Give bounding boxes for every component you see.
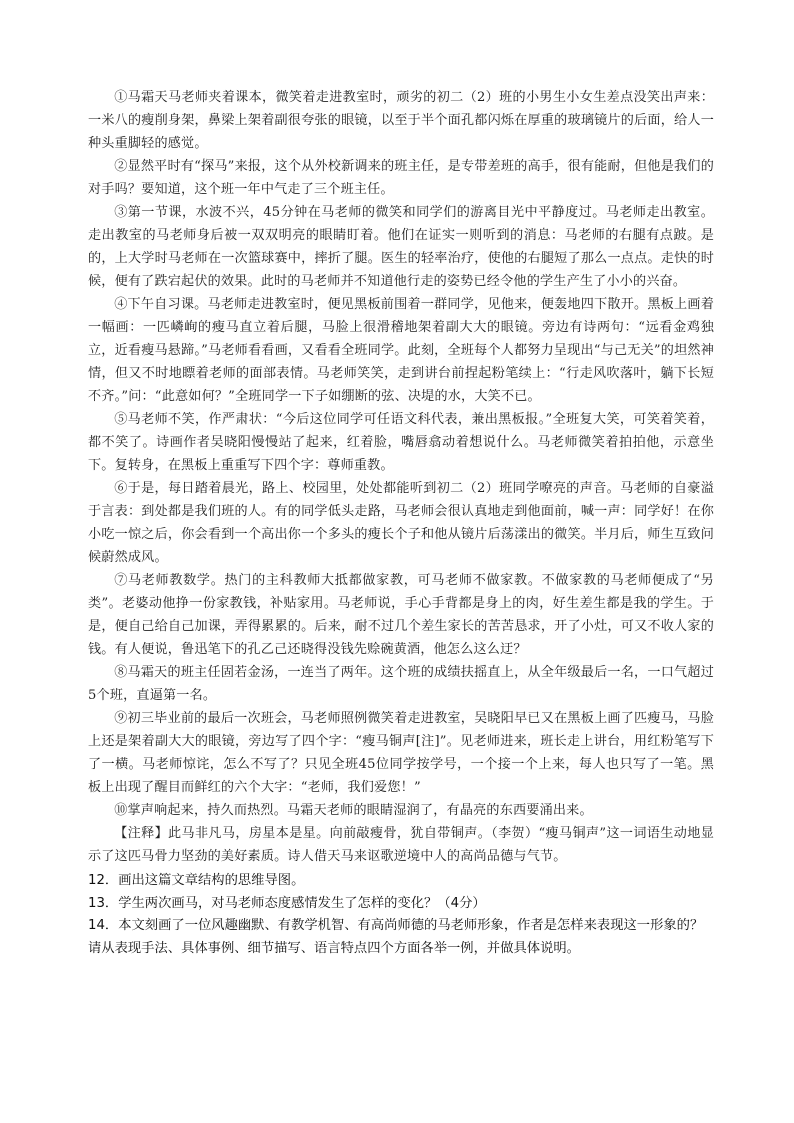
annotation-note: 【注释】此马非凡马，房星本是星。向前敲瘦骨，犹自带铜声。（李贺）“瘦马铜声”这一词语生动地显示了这匹马骨力坚劲的美好素质。诗人借天马来讴歌逆境中人的高尚品德与气节。: [88, 826, 714, 864]
question-13: 13．学生两次画马，对马老师态度感情发生了怎样的变化？（4分）: [88, 895, 486, 911]
paragraph-8: ⑧马霜天的班主任固若金汤，一连当了两年。这个班的成绩扶摇直上，从全年级最后一名，一口气超过5个班，直逼第一名。: [88, 665, 714, 703]
paragraph-4: ④下午自习课。马老师走进教室时，便见黑板前围着一群同学，见他来，便轰地四下散开。黑板上画着一幅画：一匹嶙峋的瘦马直立着后腿，马脸上很滑稽地架着副大大的眼镜。旁边有诗两句：“远看金鸡独立，近看瘦马悬蹄。”马老师看看画，又看看全班同学。此刻，全班每个人都努力呈现出“与己无关”的坦然神情，但又不时地瞟着老师的面部表情。马老师笑笑，走到讲台前捏起粉笔续上：“行走风吹落叶，躺下长短不齐。”问：“此意如何？”全班同学一下子如绷断的弦、决堤的水，大笑不已。: [88, 297, 714, 404]
paragraph-6: ⑥于是，每日踏着晨光，路上、校园里，处处都能听到初二（2）班同学嘹亮的声音。马老师的自豪溢于言表：到处都是我们班的人。有的同学低头走路，马老师会很认真地走到他面前，喊一声：同学好！在你小吃一惊之后，你会看到一个高出你一个多头的瘦长个子和他从镜片后荡漾出的微笑。半月后，师生互致问候蔚然成风。: [88, 481, 714, 565]
paragraph-5: ⑤马老师不笑，作严肃状：“今后这位同学可任语文科代表，兼出黑板报。”全班复大笑，可笑着笑着，都不笑了。诗画作者吴晓阳慢慢站了起来，红着脸，嘴唇翕动着想说什么。马老师微笑着拍拍他，示意坐下。复转身，在黑板上重重写下四个字：尊师重教。: [88, 412, 714, 473]
paragraph-3: ③第一节课，水波不兴，45分钟在马老师的微笑和同学们的游离目光中平静度过。马老师走出教室。走出教室的马老师身后被一双双明亮的眼睛盯着。他们在证实一则听到的消息：马老师的右腿有点跛。是的，上大学时马老师在一次篮球赛中，摔折了腿。医生的轻率治疗，使他的右腿短了那么一点点。走快的时候，便有了跌宕起伏的效果。此时的马老师并不知道他行走的姿势已经令他的学生产生了小小的兴奋。: [88, 205, 714, 289]
paragraph-9: ⑨初三毕业前的最后一次班会，马老师照例微笑着走进教室，吴晓阳早已又在黑板上画了匹瘦马，马脸上还是架着副大大的眼镜，旁边写了四个字：“瘦马铜声[注]”。见老师进来，班长走上讲台，用红粉笔写下了一横。马老师惊诧，怎么不写了？只见全班45位同学按学号，一个接一个上来，每人也只写了一笔。黑板上出现了醒目而鲜红的六个大字：“老师，我们爱您！”: [88, 711, 714, 795]
paragraph-7: ⑦马老师教数学。热门的主科教师大抵都做家教，可马老师不做家教。不做家教的马老师便成了“另类”。老婆动他挣一份家教钱，补贴家用。马老师说，手心手背都是身上的肉，好生差生都是我的学生。于是，便自己给自己加课，弄得累累的。后来，耐不过几个差生家长的苦苦恳求，开了小灶，可又不收人家的钱。有人便说，鲁迅笔下的孔乙己还晓得没钱先赊碗黄酒，他怎么这么迂？: [88, 573, 714, 657]
paragraph-10: ⑩掌声响起来，持久而热烈。马霜天老师的眼睛湿润了，有晶亮的东西要涌出来。: [114, 803, 593, 818]
question-list: [88, 870, 714, 960]
article-body: [88, 86, 714, 868]
question-14: 14．本文刻画了一位风趣幽默、有教学机智、有高尚师德的马老师形象，作者是怎样来表现这一形象的？请从表现手法、具体事例、细节描写、语言特点四个方面各举一例，并做具体说明。: [88, 918, 704, 956]
question-12: 12．画出这篇文章结构的思维导图。: [88, 873, 305, 888]
paragraph-2: ②显然平时有“探马”来报，这个从外校新调来的班主任，是专带差班的高手，很有能耐，但他是我们的对手吗？要知道，这个班一年中气走了三个班主任。: [88, 159, 714, 197]
paragraph-1: ①马霜天马老师夹着课本，微笑着走进教室时，顽劣的初二（2）班的小男生小女生差点没笑出声来：一米八的瘦削身架，鼻梁上架着副很夸张的眼镜，以至于半个面孔都闪烁在厚重的玻璃镜片的后面，给人一种头重脚轻的感觉。: [88, 90, 714, 151]
document-page: [88, 86, 714, 960]
